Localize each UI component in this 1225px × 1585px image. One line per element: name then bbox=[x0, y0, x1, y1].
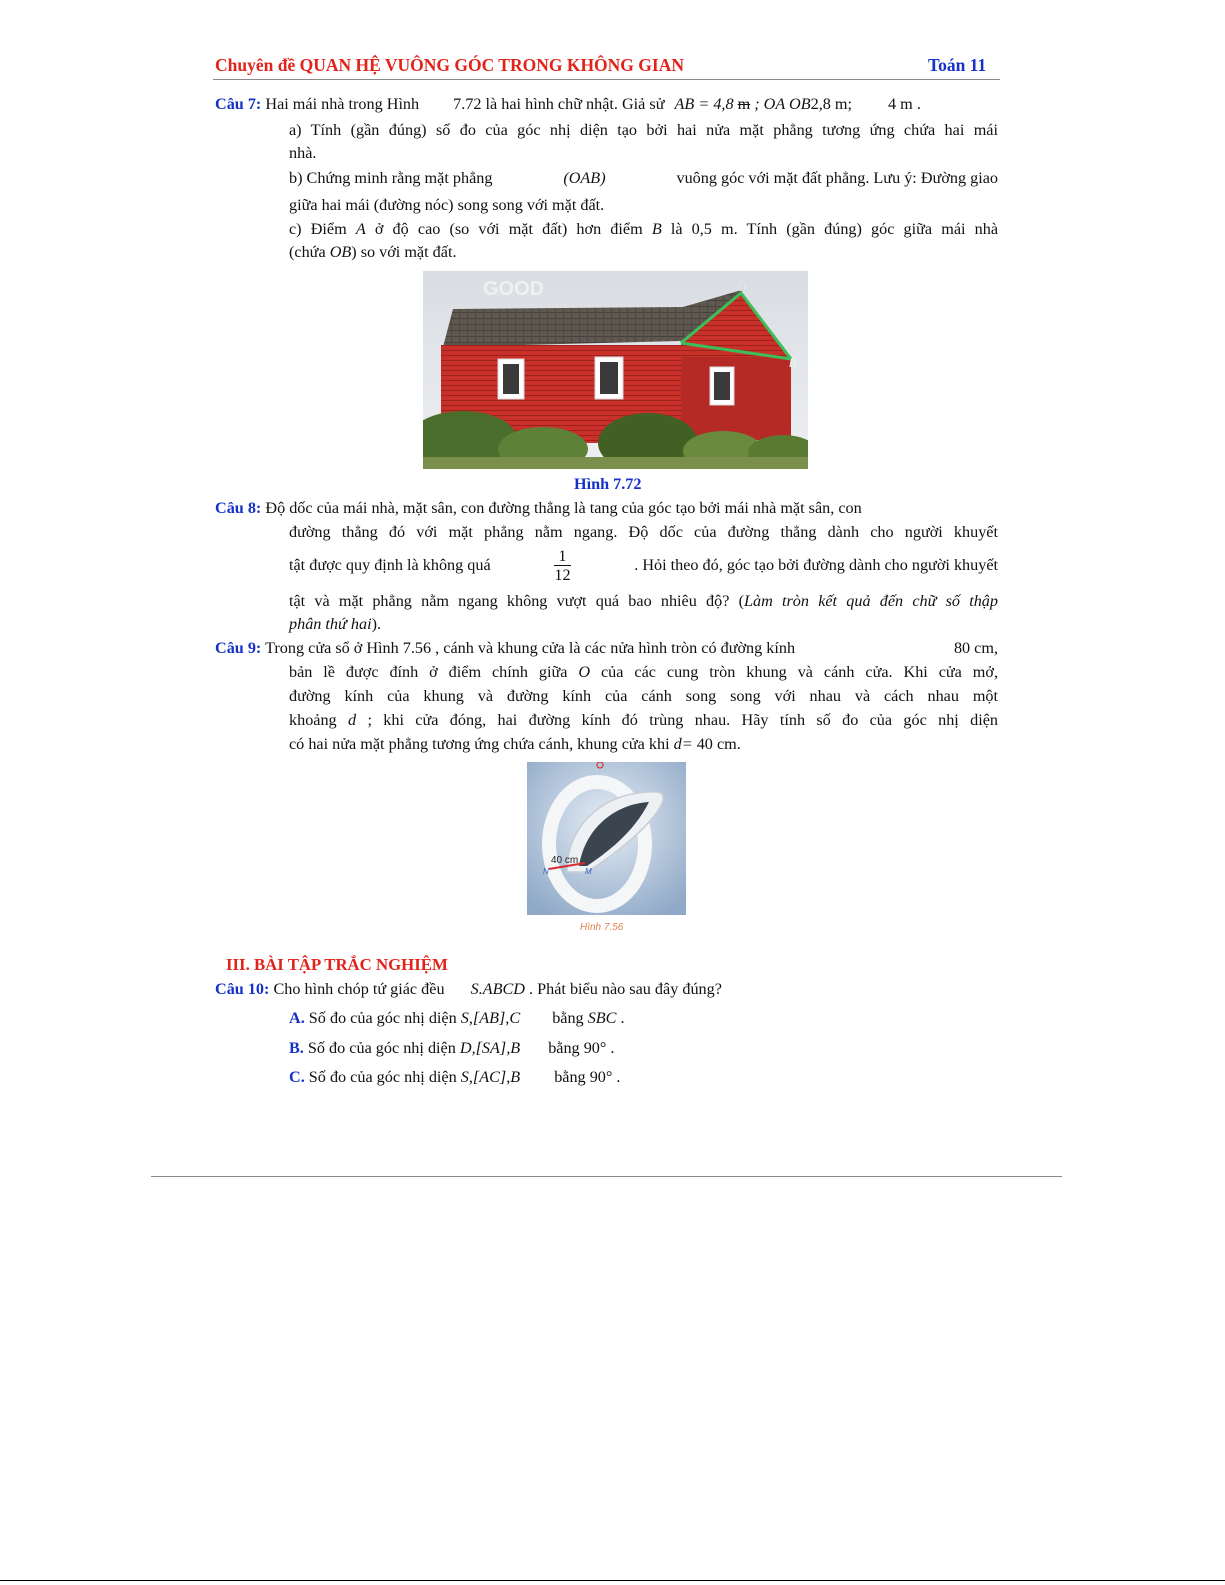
q8-line4 bbox=[289, 589, 998, 613]
header-title: Chuyên đề QUAN HỆ VUÔNG GÓC TRONG KHÔNG GIAN bbox=[215, 55, 684, 75]
q8-text4a: tật và mặt phẳng nằm ngang không vượt quá bao nhiêu độ? ( bbox=[289, 592, 745, 610]
option-a-end: . bbox=[620, 1009, 625, 1027]
q7-part-b bbox=[289, 166, 998, 190]
label-b: B bbox=[789, 356, 798, 370]
q7-c-t1: c) Điểm bbox=[289, 220, 347, 238]
q9-line2 bbox=[289, 660, 998, 684]
option-b-end: . bbox=[610, 1039, 615, 1057]
option-a-letter: A. bbox=[289, 1009, 305, 1027]
option-c-text: Số đo của góc nhị diện bbox=[308, 1068, 457, 1086]
label-n: N bbox=[543, 867, 549, 876]
house-side-wall bbox=[681, 357, 791, 443]
q7-ab-unit: m bbox=[737, 95, 751, 113]
q7-b-text1: b) Chứng minh rằng mặt phẳng bbox=[289, 169, 493, 187]
q8-line3 bbox=[289, 543, 998, 587]
q7-c-t3: là 0,5 m. Tính (gần đúng) góc giữa mái nhà bbox=[670, 220, 999, 238]
q7-text-c: là hai hình chữ nhật. Giả sử bbox=[485, 95, 665, 113]
label-m: M bbox=[585, 867, 592, 876]
q7-line1 bbox=[215, 92, 1000, 116]
option-b-text: Số đo của góc nhị diện bbox=[307, 1039, 456, 1057]
q10-stem bbox=[215, 977, 1000, 1001]
q10-stem-a: Cho hình chóp tứ giác đều bbox=[273, 980, 445, 998]
option-c-value: 90° bbox=[589, 1068, 613, 1086]
q7-b-text2: vuông góc với mặt đất phẳng. Lưu ý: Đường giao bbox=[676, 169, 998, 187]
figure-caption-756: Hình 7.56 bbox=[580, 922, 624, 933]
option-c-end: . bbox=[616, 1068, 621, 1086]
page-bottom-line bbox=[0, 1580, 1225, 1581]
option-a-expr: S,[AB],C bbox=[460, 1009, 521, 1027]
q10-label: Câu 10: bbox=[215, 980, 270, 998]
q9-text4b: ; khi cửa đóng, hai đường kính đó trùng nhau. Hãy tính số đo của góc nhị diện bbox=[367, 711, 999, 729]
q7-part-a2: nhà. bbox=[289, 144, 317, 162]
q10-pyramid: S.ABCD bbox=[470, 980, 525, 998]
house-illustration bbox=[423, 271, 808, 469]
q7-oa-val: 2,8 m; bbox=[810, 95, 852, 113]
q7-oa-expr: ; OA OB bbox=[754, 95, 811, 113]
q8-fraction bbox=[554, 547, 570, 584]
option-b-letter: B. bbox=[289, 1039, 304, 1057]
option-a-verb: bằng bbox=[552, 1009, 584, 1027]
q9-text4a: khoảng bbox=[289, 711, 337, 729]
q7-label: Câu 7: bbox=[215, 95, 262, 113]
q9-val-40: 40 cm bbox=[696, 735, 737, 753]
q9-text2a: bản lề được đính ở điểm chính giữa bbox=[289, 663, 568, 681]
q7-part-c2 bbox=[289, 240, 998, 264]
q8-text1: Độ dốc của mái nhà, mặt sân, con đường thẳng là tang của góc tạo bởi mái nhà mặt sân, con bbox=[265, 499, 862, 517]
q9-text2b: của các cung tròn khung và cánh cửa. Khi cửa mở, bbox=[601, 663, 999, 681]
q7-fig-ref: 7.72 bbox=[453, 95, 482, 113]
q8-label: Câu 8: bbox=[215, 499, 262, 517]
q7-c2-t1: (chứa bbox=[289, 243, 326, 261]
q10-stem-b: . Phát biểu nào sau đây đúng? bbox=[529, 980, 722, 998]
footer-divider bbox=[151, 1176, 1062, 1177]
q9-line4 bbox=[289, 708, 998, 732]
label-o: O bbox=[737, 280, 747, 294]
label-40cm: 40 cm bbox=[551, 855, 579, 866]
q8-text3a: tật được quy định là không quá bbox=[289, 556, 491, 574]
q9-text1b: 80 cm, bbox=[953, 639, 998, 657]
option-c-letter: C. bbox=[289, 1068, 305, 1086]
q8-frac-num: 1 bbox=[554, 547, 570, 566]
q7-text-a: Hai mái nhà trong Hình bbox=[265, 95, 420, 113]
q9-end: . bbox=[736, 735, 741, 753]
option-a-value: SBC bbox=[587, 1009, 617, 1027]
q7-ab-expr: AB = 4,8 bbox=[674, 95, 734, 113]
q8-text5b: ). bbox=[371, 615, 382, 633]
q7-part-c bbox=[289, 217, 998, 241]
q8-frac-den: 12 bbox=[554, 565, 571, 584]
q8-line5 bbox=[289, 612, 998, 636]
q10-option-a[interactable] bbox=[289, 1006, 625, 1030]
q9-line5 bbox=[289, 732, 998, 756]
option-b-verb: bằng bbox=[548, 1039, 580, 1057]
q7-part-b2: giữa hai mái (đường nóc) song song với mặt đất. bbox=[289, 196, 605, 214]
q10-option-c[interactable] bbox=[289, 1065, 620, 1089]
q7-c2-OB: OB bbox=[329, 243, 352, 261]
window-photo bbox=[527, 762, 686, 915]
option-a-text: Số đo của góc nhị diện bbox=[308, 1009, 457, 1027]
option-c-verb: bằng bbox=[554, 1068, 586, 1086]
q8-text3b: . Hỏi theo đó, góc tạo bởi đường dành cho người khuyết bbox=[634, 556, 998, 574]
header-divider bbox=[213, 79, 1000, 80]
q10-option-b[interactable] bbox=[289, 1036, 614, 1060]
q8-text5i: phân thứ hai bbox=[289, 615, 372, 633]
q7-b-plane: (OAB) bbox=[563, 169, 606, 187]
q7-c-A: A bbox=[355, 220, 366, 238]
window-illustration bbox=[527, 762, 686, 915]
q7-end: . bbox=[916, 95, 921, 113]
q7-c-t2: ở độ cao (so với mặt đất) hơn điểm bbox=[374, 220, 643, 238]
option-c-expr: S,[AC],B bbox=[460, 1068, 521, 1086]
q9-point-o: O bbox=[578, 663, 591, 681]
q8-text4i: Làm tròn kết quả đến chữ số thập bbox=[744, 592, 998, 610]
header-grade: Toán 11 bbox=[928, 55, 987, 75]
section-heading: III. BÀI TẬP TRẮC NGHIỆM bbox=[226, 955, 448, 974]
q9-line1 bbox=[215, 636, 998, 660]
q8-line2: đường thẳng đó với mặt phẳng nằm ngang. Độ dốc của đường thẳng dành cho người khuyết bbox=[289, 523, 998, 541]
option-b-value: 90° bbox=[583, 1039, 607, 1057]
q8-line1 bbox=[215, 496, 1000, 520]
option-b-expr: D,[SA],B bbox=[459, 1039, 521, 1057]
q7-c2-t2: ) so với mặt đất. bbox=[351, 243, 457, 261]
q7-part-a: a) Tính (gần đúng) số đo của góc nhị diện tạo bởi hai nửa mặt phẳng tương ứng chứa hai mái bbox=[289, 121, 998, 139]
q7-last-val: 4 m bbox=[888, 95, 913, 113]
q9-line3: đường kính của khung và đường kính của cánh song song với nhau và cách nhau một bbox=[289, 687, 998, 705]
house-photo bbox=[423, 271, 808, 469]
watermark-text: GOOD bbox=[483, 278, 545, 300]
figure-caption-772: Hình 7.72 bbox=[574, 475, 642, 493]
q9-var-d2: d= bbox=[673, 735, 693, 753]
q7-c-B: B bbox=[651, 220, 662, 238]
q9-text5a: có hai nửa mặt phẳng tương ứng chứa cánh, khung cửa khi bbox=[289, 735, 670, 753]
q9-text1a: Trong cửa sổ ở Hình 7.56 , cánh và khung cửa là các nửa hình tròn có đường kính bbox=[265, 639, 796, 657]
q9-var-d: d bbox=[348, 711, 357, 729]
q9-label: Câu 9: bbox=[215, 639, 262, 657]
